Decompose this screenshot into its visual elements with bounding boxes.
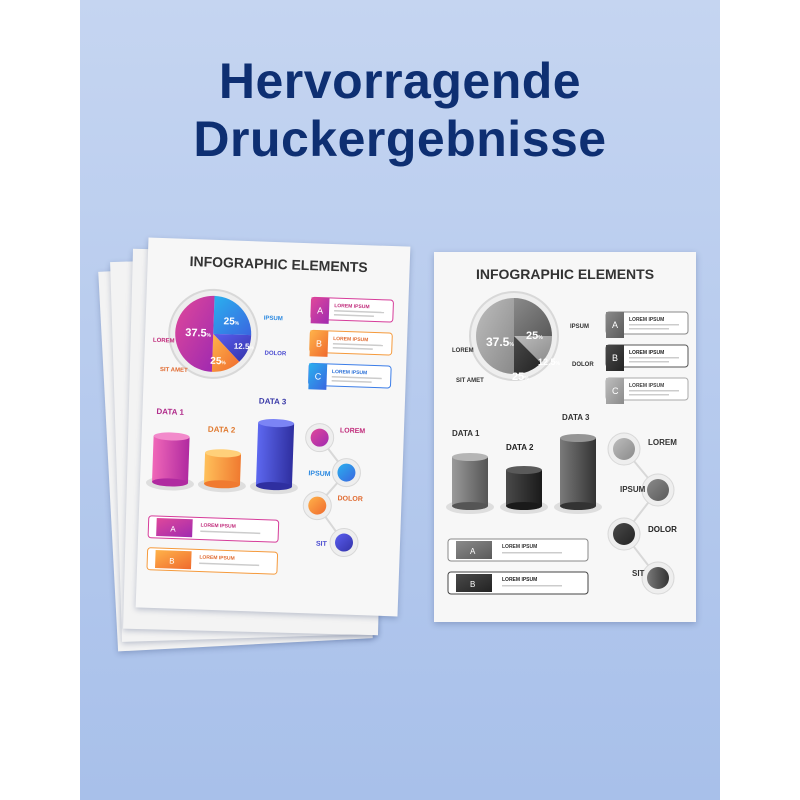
graphic-shape [560, 438, 596, 506]
graphic-shape [629, 361, 669, 363]
graphic-shape: % [249, 345, 254, 352]
graphic-shape: LOREM IPSUM [502, 577, 538, 583]
graphic-shape [647, 479, 669, 501]
graphic-shape [624, 449, 658, 578]
headline-line-2: Druckergebnisse [193, 111, 607, 167]
side-label: IPSUM [263, 315, 283, 323]
circle-label: IPSUM [620, 485, 646, 494]
graphic-shape: A [316, 305, 324, 316]
circle-label: SIT [315, 540, 327, 548]
graphic-shape: % [509, 342, 514, 348]
graphic-shape: % [538, 335, 543, 341]
pie-label: 12.5% [538, 357, 560, 367]
sheet-title: INFOGRAPHIC ELEMENTS [189, 252, 368, 276]
cylinder-bar [446, 453, 494, 514]
side-label: SIT AMET [159, 367, 188, 374]
graphic-shape [316, 438, 348, 543]
graphic-shape [502, 552, 562, 554]
mono-infographic [434, 252, 696, 622]
graphic-shape [452, 457, 488, 506]
graphic-shape: LOREM IPSUM [502, 544, 538, 550]
graphic-shape [152, 436, 190, 483]
banner [448, 572, 588, 594]
option-box [311, 297, 394, 326]
cylinder-bar [500, 466, 548, 514]
graphic-shape: % [234, 320, 240, 327]
graphic-shape: LOREM IPSUM [629, 383, 665, 389]
banner [147, 548, 278, 575]
graphic-shape: B [470, 580, 476, 589]
graphic-shape [506, 502, 542, 510]
pie-label: 25% [526, 330, 543, 342]
side-label: DOLOR [572, 362, 594, 368]
graphic-shape [629, 394, 669, 396]
banner [148, 516, 279, 543]
pie-label: 12.5% [233, 341, 254, 352]
color-infographic [136, 238, 411, 617]
mono-infographic-sheet [434, 252, 696, 622]
circle-label: IPSUM [308, 470, 331, 479]
graphic-shape [452, 453, 488, 461]
graphic-shape: C [314, 371, 322, 382]
graphic-shape: LOREM IPSUM [199, 554, 235, 562]
option-box [606, 345, 688, 371]
data-label: DATA 2 [506, 443, 534, 452]
option-box [606, 378, 688, 404]
graphic-shape: % [206, 332, 212, 339]
pie-label: 25% [210, 355, 226, 368]
graphic-shape [560, 434, 596, 442]
headline [80, 52, 720, 168]
graphic-shape: % [221, 360, 226, 367]
graphic-shape: LOREM IPSUM [629, 350, 665, 356]
graphic-shape: LOREM IPSUM [200, 522, 236, 530]
data-label: DATA 3 [562, 413, 590, 422]
data-label: DATA 2 [207, 424, 236, 435]
pie-label: 25% [223, 316, 240, 328]
graphic-shape [629, 324, 679, 326]
headline-line-1: Hervorragende [218, 53, 582, 109]
side-label: DOLOR [264, 350, 287, 358]
graphic-shape: LOREM IPSUM [331, 369, 368, 377]
cylinder-bar [198, 448, 247, 493]
data-label: DATA 1 [452, 429, 480, 438]
option-box [606, 312, 688, 338]
graphic-shape: B [169, 556, 175, 566]
graphic-shape: LOREM IPSUM [333, 336, 369, 344]
graphic-shape: A [470, 547, 476, 556]
sheet-title: INFOGRAPHIC ELEMENTS [475, 266, 655, 282]
graphic-shape [613, 523, 635, 545]
graphic-shape: A [612, 320, 619, 330]
data-label: DATA 1 [156, 406, 185, 417]
color-infographic-sheet [136, 238, 411, 617]
circle-label: SIT [632, 569, 645, 578]
circle-label: DOLOR [337, 495, 363, 504]
graphic-shape: A [170, 524, 176, 534]
graphic-shape: C [612, 386, 619, 396]
graphic-shape: LOREM IPSUM [334, 303, 370, 311]
option-box [309, 330, 392, 359]
cylinder-bar [554, 434, 602, 514]
graphic-shape [629, 390, 679, 392]
graphic-shape: % [524, 376, 529, 382]
side-label: LOREM [152, 337, 175, 345]
side-label: LOREM [452, 348, 474, 354]
product-image [80, 0, 720, 800]
graphic-shape [506, 470, 542, 506]
option-box [308, 363, 391, 392]
graphic-shape [256, 422, 294, 486]
banner [448, 539, 588, 561]
graphic-shape [560, 502, 596, 510]
graphic-shape [452, 502, 488, 510]
data-label: DATA 3 [258, 396, 287, 407]
graphic-shape [506, 466, 542, 474]
graphic-shape [647, 567, 669, 589]
graphic-shape [613, 438, 635, 460]
cylinder-bar [146, 432, 196, 492]
graphic-shape [204, 453, 241, 485]
graphic-shape: LOREM IPSUM [629, 317, 665, 323]
graphic-shape: % [555, 361, 560, 367]
graphic-shape [629, 357, 679, 359]
cylinder-bar [250, 418, 301, 495]
circle-label: LOREM [648, 438, 677, 447]
pie-label: 37.5% [486, 335, 514, 349]
graphic-shape [502, 585, 562, 587]
graphic-shape: B [612, 353, 619, 363]
pie-label: 25% [512, 371, 529, 383]
circle-label: LOREM [339, 427, 366, 436]
pie-label: 37.5% [185, 326, 212, 340]
graphic-shape: B [315, 338, 323, 349]
side-label: IPSUM [570, 324, 590, 330]
side-label: SIT AMET [456, 378, 484, 384]
circle-label: DOLOR [648, 525, 677, 534]
graphic-shape [629, 328, 669, 330]
